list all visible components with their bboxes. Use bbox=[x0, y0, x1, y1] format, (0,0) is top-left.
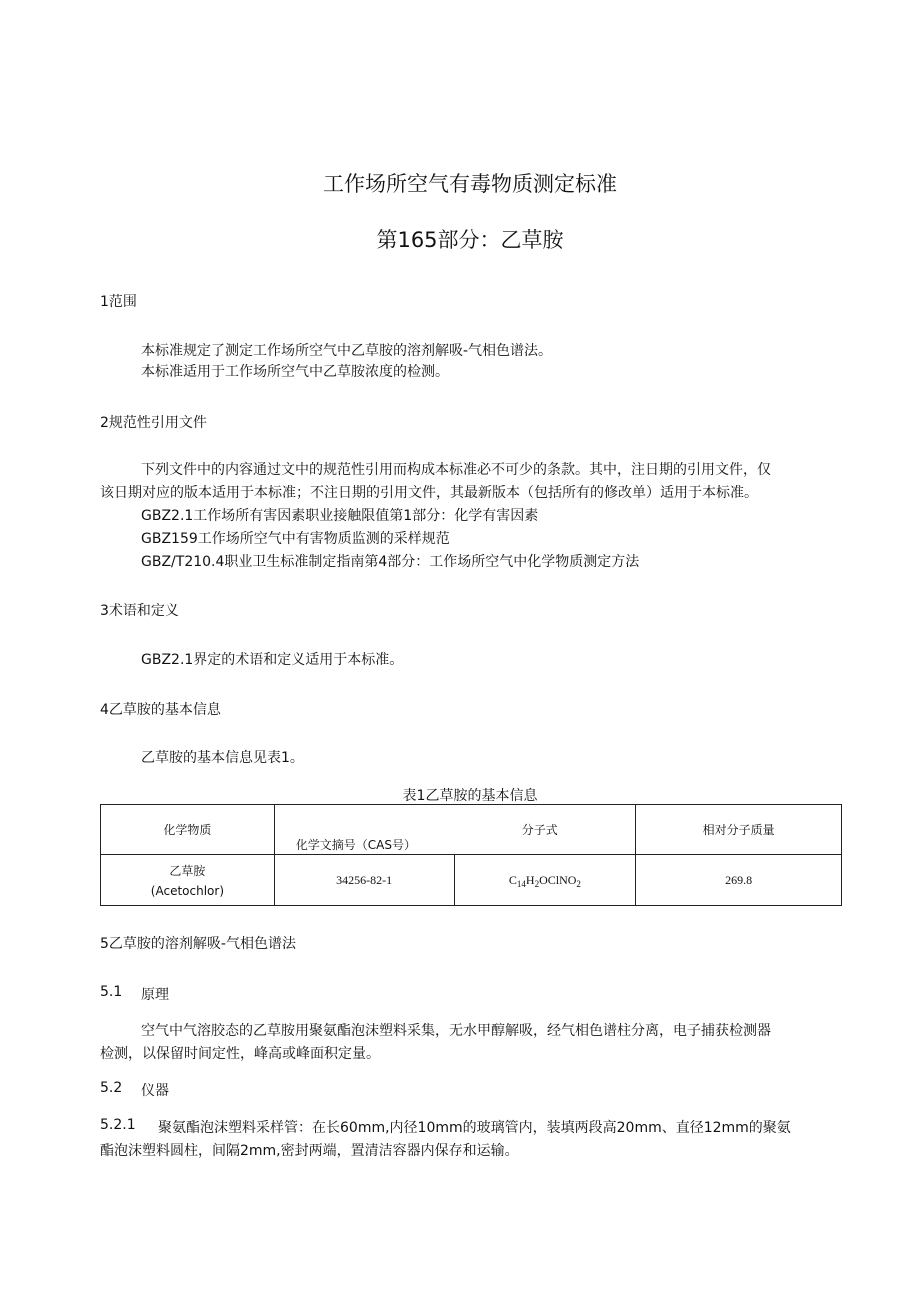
subsection-5-2-title: 仪器 bbox=[141, 1083, 169, 1099]
document-title: 工作场所空气有毒物质测定标准 bbox=[323, 172, 617, 196]
section-2-heading: 2规范性引用文件 bbox=[100, 415, 207, 431]
table-cell bbox=[454, 855, 636, 906]
section-4-heading: 4乙草胺的基本信息 bbox=[100, 702, 221, 718]
header-cell bbox=[101, 805, 275, 855]
section-5-heading: 5乙草胺的溶剂解吸-气相色谱法 bbox=[100, 936, 296, 952]
subsection-5-1-line-2: 检测，以保留时间定性，峰高或峰面积定量。 bbox=[100, 1046, 380, 1062]
table-caption: 表1乙草胺的基本信息 bbox=[402, 788, 538, 804]
header-cell bbox=[636, 805, 842, 855]
section-2-paragraph-line-1: 下列文件中的内容通过文中的规范性引用而构成本标准必不可少的条款。其中，注日期的引用文件，仅 bbox=[141, 462, 771, 478]
table-row bbox=[101, 855, 842, 906]
substance-name-en: (Acetochlor) bbox=[150, 884, 224, 898]
molecular-formula: $C_{14}H_2OClNO_2$ bbox=[508, 872, 581, 889]
section-3-heading: 3术语和定义 bbox=[100, 603, 179, 619]
header-substance: 化学物质 bbox=[163, 823, 212, 837]
table-header-row bbox=[101, 805, 842, 855]
table-cell bbox=[274, 855, 454, 906]
subsection-5-2-1-number: 5.2.1 bbox=[100, 1117, 136, 1133]
basic-info-table bbox=[100, 804, 842, 906]
molecular-mass: 269.8 bbox=[725, 872, 753, 887]
table-cell bbox=[101, 855, 275, 906]
section-3-paragraph: GBZ2.1界定的术语和定义适用于本标准。 bbox=[141, 652, 404, 668]
cas-number: 34256-82-1 bbox=[336, 872, 393, 887]
section-1-heading: 1范围 bbox=[100, 294, 137, 310]
subsection-5-2-1-line-2: 酯泡沫塑料圆柱，间隔2mm,密封两端，置清洁容器内保存和运输。 bbox=[100, 1143, 519, 1159]
header-mass: 相对分子质量 bbox=[702, 823, 775, 837]
header-formula: 分子式 bbox=[521, 823, 558, 837]
header-cas: 化学文摘号（CAS号） bbox=[295, 838, 417, 852]
substance-name-cn: 乙草胺 bbox=[169, 864, 206, 878]
subsection-5-1-number: 5.1 bbox=[100, 984, 123, 1000]
subsection-5-2-number: 5.2 bbox=[100, 1080, 123, 1096]
section-2-paragraph-line-2: 该日期对应的版本适用于本标准；不注日期的引用文件，其最新版本（包括所有的修改单）适用于本标准。 bbox=[100, 485, 758, 501]
section-4-paragraph: 乙草胺的基本信息见表1。 bbox=[141, 750, 304, 766]
reference-item: GBZ159工作场所空气中有害物质监测的采样规范 bbox=[141, 531, 450, 547]
section-1-paragraph-1: 本标准规定了测定工作场所空气中乙草胺的溶剂解吸-气相色谱法。 bbox=[141, 343, 553, 359]
subsection-5-1-line-1: 空气中气溶胶态的乙草胺用聚氨酯泡沫塑料采集，无水甲醇解吸，经气相色谱柱分离，电子捕获检测器 bbox=[141, 1023, 771, 1039]
subsection-5-2-1-line-1: 聚氨酯泡沫塑料采样管：在长60mm,内径10mm的玻璃管内，装填两段高20mm、直径12mm的聚氨 bbox=[158, 1120, 791, 1136]
document-subtitle: 第165部分：乙草胺 bbox=[376, 228, 564, 252]
reference-item: GBZ/T210.4职业卫生标准制定指南第4部分：工作场所空气中化学物质测定方法 bbox=[141, 554, 640, 570]
subsection-5-1-title: 原理 bbox=[141, 987, 169, 1003]
reference-item: GBZ2.1工作场所有害因素职业接触限值第1部分：化学有害因素 bbox=[141, 508, 539, 524]
section-1-paragraph-2: 本标准适用于工作场所空气中乙草胺浓度的检测。 bbox=[141, 364, 449, 380]
table-cell bbox=[636, 855, 842, 906]
header-cell bbox=[274, 805, 636, 855]
